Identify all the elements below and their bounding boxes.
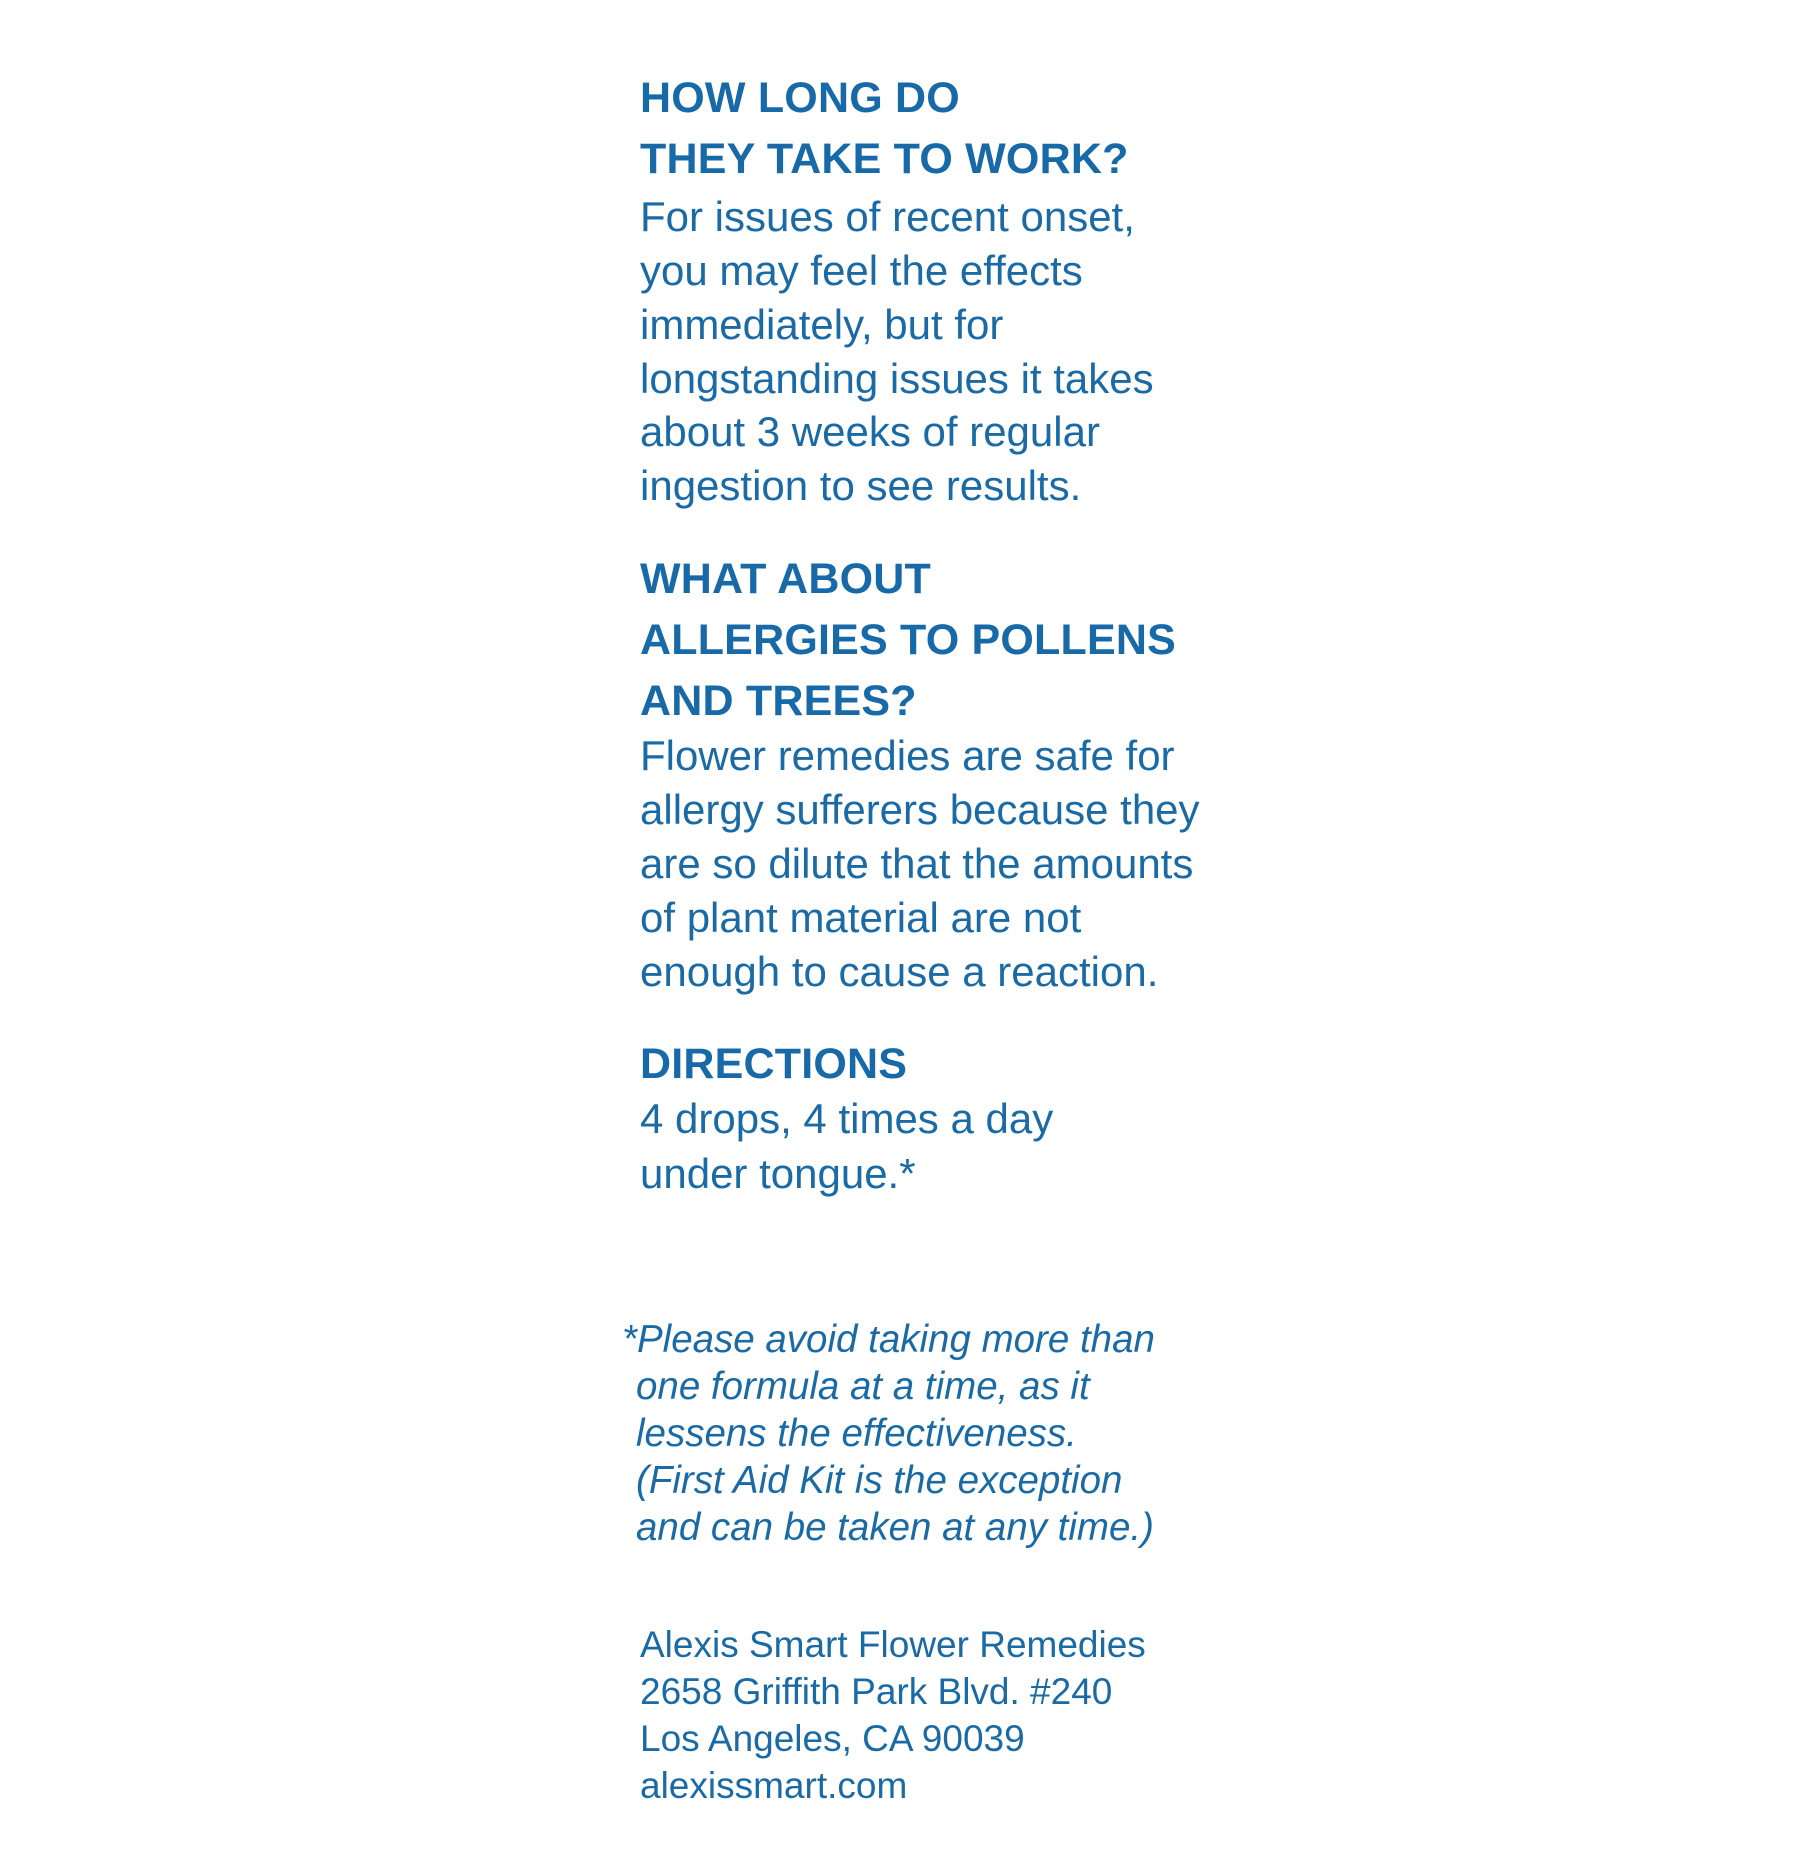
footnote-line: lessens the effectiveness. xyxy=(636,1412,1077,1455)
section-heading: HOW LONG DO xyxy=(640,74,960,122)
body-line: are so dilute that the amounts xyxy=(640,840,1194,887)
body-line: For issues of recent onset, xyxy=(640,193,1135,240)
body-line: 4 drops, 4 times a day xyxy=(640,1095,1054,1142)
footnote-line: (First Aid Kit is the exception xyxy=(636,1459,1123,1502)
body-line: of plant material are not xyxy=(640,894,1082,941)
body-line: allergy sufferers because they xyxy=(640,786,1200,833)
body-line: under tongue.* xyxy=(640,1150,916,1197)
street-address: 2658 Griffith Park Blvd. #240 xyxy=(640,1671,1113,1712)
body-line: immediately, but for xyxy=(640,301,1004,348)
footnote-line: *Please avoid taking more than xyxy=(622,1318,1155,1361)
section-heading: WHAT ABOUT xyxy=(640,555,931,603)
company-name: Alexis Smart Flower Remedies xyxy=(640,1624,1146,1665)
body-line: about 3 weeks of regular xyxy=(640,408,1100,455)
body-line: enough to cause a reaction. xyxy=(640,948,1159,995)
city-state-zip: Los Angeles, CA 90039 xyxy=(640,1718,1025,1759)
website: alexissmart.com xyxy=(640,1765,908,1806)
body-line: longstanding issues it takes xyxy=(640,355,1154,402)
section-heading: THEY TAKE TO WORK? xyxy=(640,135,1129,183)
footnote-line: and can be taken at any time.) xyxy=(636,1506,1154,1549)
section-heading: AND TREES? xyxy=(640,677,917,725)
section-heading: DIRECTIONS xyxy=(640,1040,908,1088)
body-line: Flower remedies are safe for xyxy=(640,732,1175,779)
section-heading: ALLERGIES TO POLLENS xyxy=(640,616,1176,664)
body-line: ingestion to see results. xyxy=(640,462,1082,509)
body-line: you may feel the effects xyxy=(640,247,1083,294)
footnote-line: one formula at a time, as it xyxy=(636,1365,1090,1408)
